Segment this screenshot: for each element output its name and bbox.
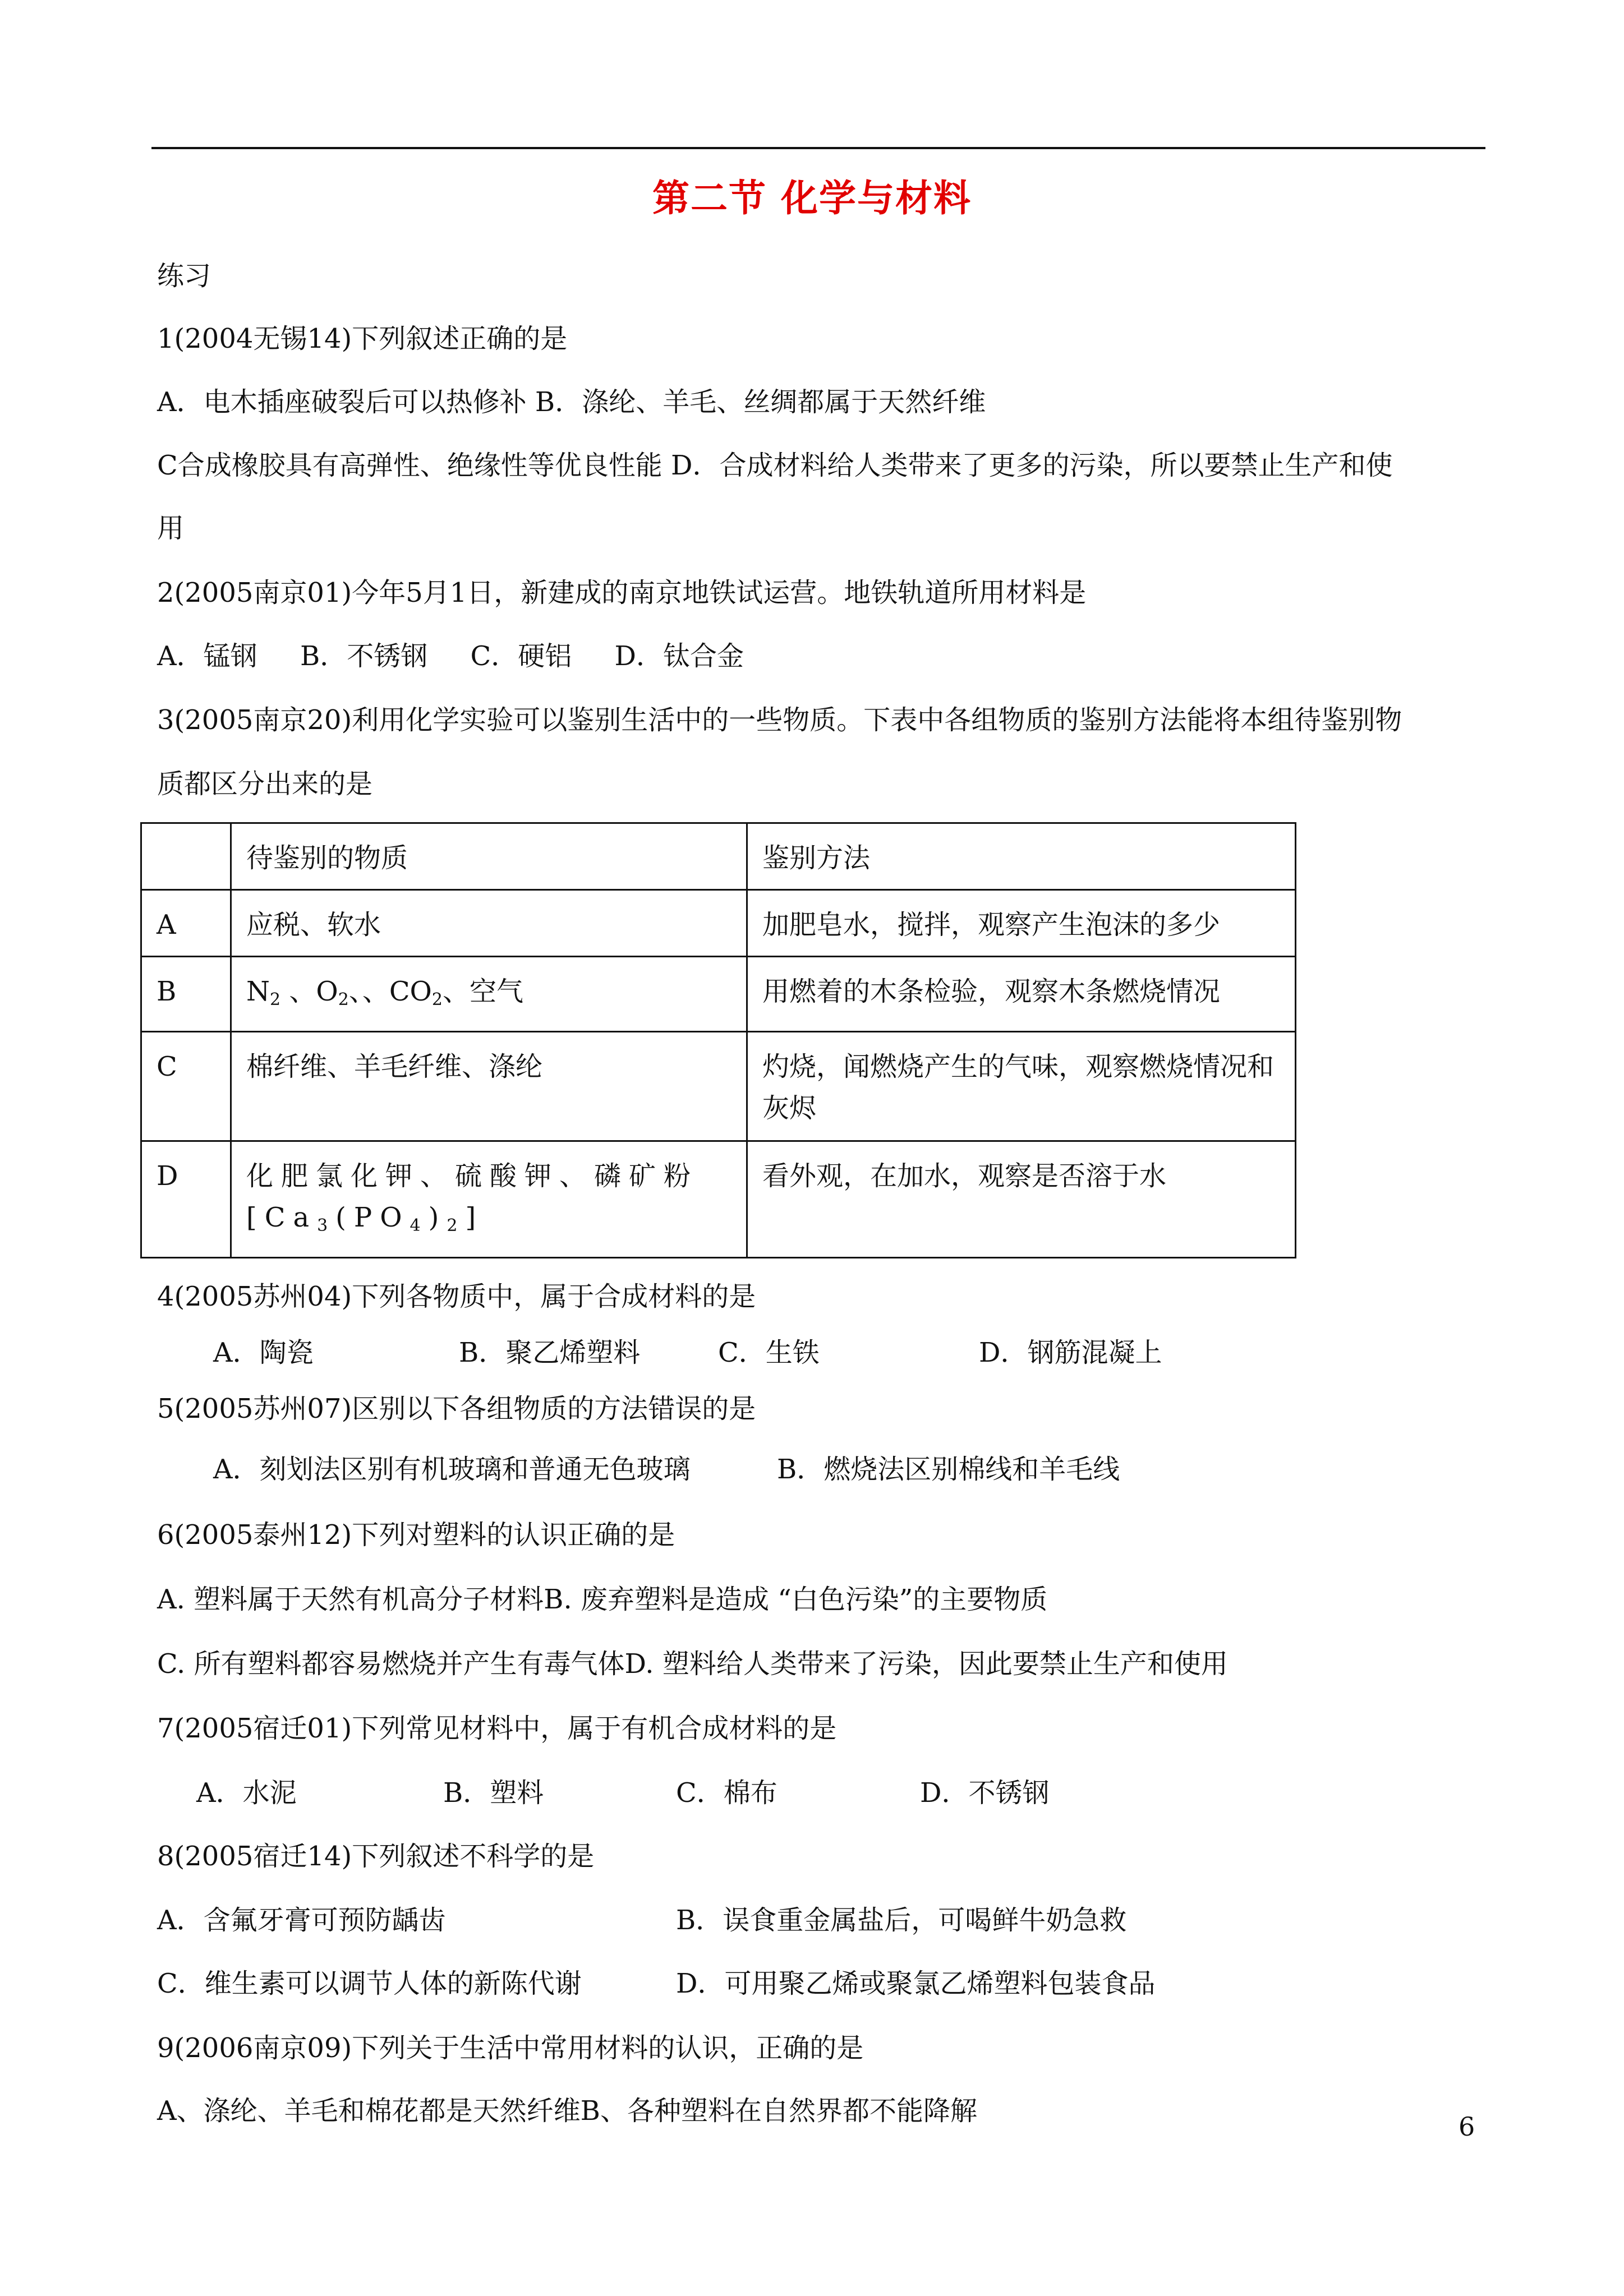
row-method: 用燃着的木条检验，观察木条燃烧情况: [747, 957, 1296, 1032]
q8-option-b: B．误食重金属盐后，可喝鲜牛奶急救: [676, 1905, 1127, 1936]
row-substances: 应税、软水: [231, 890, 747, 957]
q5-option-a: A．刻划法区别有机玻璃和普通无色玻璃: [213, 1454, 691, 1485]
subscript: 2: [270, 990, 281, 1009]
q7-option-d: D．不锈钢: [920, 1777, 1050, 1809]
table-row: [141, 957, 1296, 1032]
q5-stem: 5(2005苏州07)区别以下各组物质的方法错误的是: [157, 1393, 756, 1424]
q7-option-a: A．水泥: [196, 1777, 297, 1809]
formula-text: 、、CO: [348, 976, 432, 1007]
table-row: [141, 890, 1296, 957]
q1-options-cd-cont: 用: [157, 513, 185, 544]
q7-stem: 7(2005宿迁01)下列常见材料中，属于有机合成材料的是: [157, 1713, 837, 1744]
q8-option-c: C．维生素可以调节人体的新陈代谢: [157, 1968, 582, 1999]
table-header-cell-empty: [141, 823, 231, 890]
q8-option-d: D．可用聚乙烯或聚氯乙烯塑料包装食品: [676, 1968, 1156, 1999]
q9-stem: 9(2006南京09)下列关于生活中常用材料的认识，正确的是: [157, 2032, 864, 2064]
formula-text: 、O: [280, 976, 338, 1007]
subscript: 2: [338, 990, 349, 1009]
q1-options-ab: A．电木插座破裂后可以热修补 B．涤纶、羊毛、丝绸都属于天然纤维: [157, 386, 986, 418]
subscript: 2: [447, 1216, 466, 1235]
row-label: D: [141, 1141, 231, 1258]
row-substances: 棉纤维、羊毛纤维、涤纶: [231, 1032, 747, 1141]
row-substances: [231, 957, 747, 1032]
q6-stem: 6(2005泰州12)下列对塑料的认识正确的是: [157, 1519, 675, 1551]
q2-stem: 2(2005南京01)今年5月1日，新建成的南京地铁试运营。地铁轨道所用材料是: [157, 577, 1087, 608]
q2-options: A．锰钢 B．不锈钢 C．硬铝 D．钛合金: [157, 640, 744, 672]
table-header-substances: 待鉴别的物质: [231, 823, 747, 890]
formula-text: ): [428, 1202, 447, 1233]
q9-options-ab: A、涤纶、羊毛和棉花都是天然纤维B、各种塑料在自然界都不能降解: [157, 2095, 977, 2127]
q3-stem-line2: 质都区分出来的是: [157, 768, 373, 800]
q7-option-b: B．塑料: [443, 1777, 544, 1809]
subscript: 3: [317, 1216, 336, 1235]
table-row: [141, 1032, 1296, 1141]
formula-text: ]: [465, 1202, 484, 1233]
formula-text: 、空气: [443, 976, 524, 1007]
row-method: 加肥皂水，搅拌，观察产生泡沫的多少: [747, 890, 1296, 957]
table-header-row: [141, 823, 1296, 890]
q4-option-a: A．陶瓷: [213, 1337, 314, 1368]
q8-option-a: A．含氟牙膏可预防龋齿: [157, 1905, 446, 1936]
subscript: 2: [431, 990, 443, 1009]
page-number: 6: [1459, 2111, 1475, 2142]
formula-text: N: [246, 976, 270, 1007]
row-substances: [231, 1141, 747, 1258]
formula-line2: [246, 1197, 732, 1247]
row-label: C: [141, 1032, 231, 1141]
q6-options-cd: C. 所有塑料都容易燃烧并产生有毒气体D. 塑料给人类带来了污染，因此要禁止生产和使用: [157, 1648, 1228, 1680]
q7-option-c: C．棉布: [676, 1777, 778, 1809]
formula-line1: 化肥氯化钾、硫酸钾、磷矿粉: [246, 1160, 699, 1192]
subscript: 4: [410, 1216, 429, 1235]
section-label: 练习: [157, 260, 211, 292]
q5-option-b: B．燃烧法区别棉线和羊毛线: [777, 1454, 1120, 1485]
q1-stem: 1(2004无锡14)下列叙述正确的是: [157, 323, 568, 354]
table-header-method: 鉴别方法: [747, 823, 1296, 890]
page-title: 第二节 化学与材料: [652, 176, 972, 220]
q8-stem: 8(2005宿迁14)下列叙述不科学的是: [157, 1841, 595, 1872]
row-method: 灼烧，闻燃烧产生的气味，观察燃烧情况和灰烬: [747, 1032, 1296, 1141]
q1-options-cd: C合成橡胶具有高弹性、绝缘性等优良性能 D．合成材料给人类带来了更多的污染，所以要禁止生产和使: [157, 450, 1393, 481]
identification-table: [140, 822, 1296, 1258]
row-method: 看外观，在加水，观察是否溶于水: [747, 1141, 1296, 1258]
q4-option-c: C．生铁: [718, 1337, 820, 1368]
header-rule: [151, 147, 1485, 149]
formula-text: (PO: [335, 1202, 410, 1233]
q3-stem-line1: 3(2005南京20)利用化学实验可以鉴别生活中的一些物质。下表中各组物质的鉴别方法能将本组待鉴别物: [157, 704, 1402, 736]
row-label: A: [141, 890, 231, 957]
q6-options-ab: A. 塑料属于天然有机高分子材料B. 废弃塑料是造成 “白色污染”的主要物质: [157, 1584, 1048, 1615]
q4-option-d: D．钢筋混凝上: [979, 1337, 1162, 1368]
row-label: B: [141, 957, 231, 1032]
q4-option-b: B．聚乙烯塑料: [459, 1337, 641, 1368]
formula-text: [Ca: [246, 1202, 318, 1233]
q4-stem: 4(2005苏州04)下列各物质中，属于合成材料的是: [157, 1281, 756, 1312]
table-row: [141, 1141, 1296, 1258]
